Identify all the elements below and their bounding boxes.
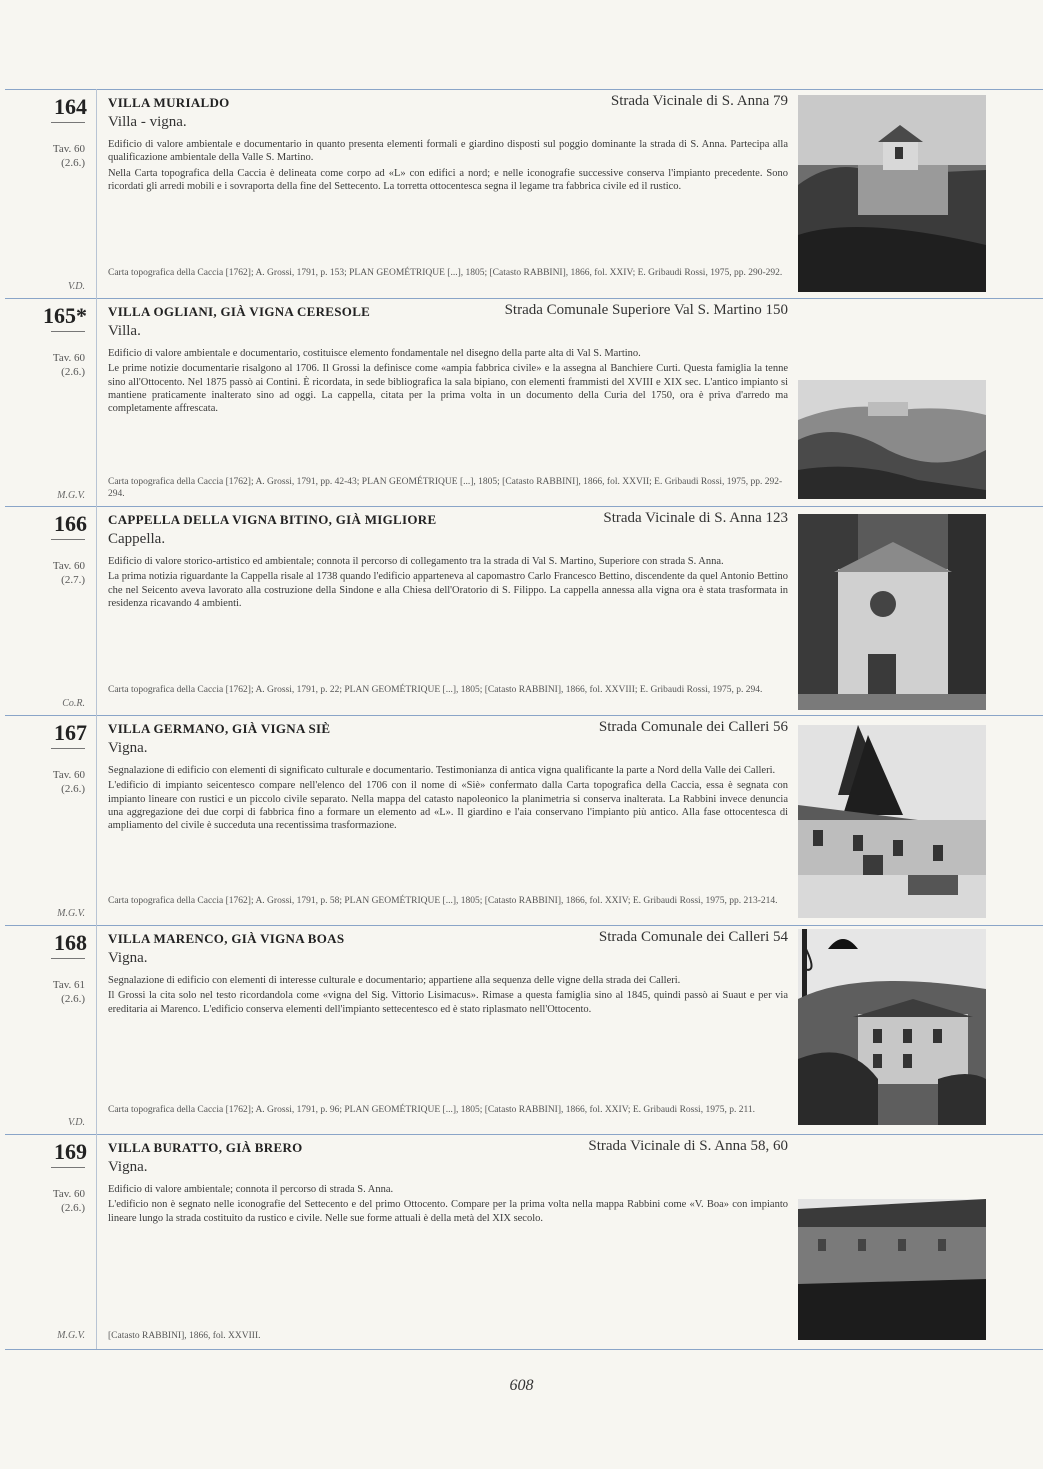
entry-167 <box>0 715 1043 925</box>
author-initials: M.G.V. <box>57 1330 85 1341</box>
entry-left-column <box>0 89 95 298</box>
table-ref: Tav. 60 <box>52 769 85 781</box>
entry-left-column <box>0 1134 95 1349</box>
entry-address: Strada Comunale Superiore Val S. Martino 150 <box>504 302 788 318</box>
bibliography: Carta topografica della Caccia [1762]; A. Grossi, 1791, p. 22; PLAN GEOMÉTRIQUE [...], 1805; [Catasto RABBINI], 1866, fol. XXVIII; E. Gribaudi Rossi, 1975, p. 294. <box>108 685 763 695</box>
chapel-photo <box>798 514 986 710</box>
entry-type: Villa - vigna. <box>108 114 187 130</box>
paragraph: La prima notizia riguardante la Cappella risale al 1738 quando l'edificio apparteneva al capomastro Carlo Francesco Bettino, discendente da quel Antonio Bettino che nel Seicento aveva lavorato alla costruzione della Sindone e alla Chiesa dell'Oratorio di S. Filippo. La cappella annessa alla vigna ora è stata trasformata in residenza ricavando 4 ambienti. <box>108 571 788 609</box>
entry-title: VILLA GERMANO, GIÀ VIGNA SIÈ <box>108 721 331 736</box>
villa-lamp-photo <box>798 929 986 1125</box>
entry-title: VILLA MARENCO, GIÀ VIGNA BOAS <box>108 931 345 946</box>
paragraph: Nella Carta topografica della Caccia è delineata come corpo ad «L» con edifici a nord; e nelle iconografie successive conserva l'impianto precedente. Sono ricordati gli arredi mobili e i sovraporta della fine del Settecento. La torretta ottocentesca segna il legame tra fabbrica civile ed il rustico. <box>108 167 788 192</box>
entry-title: VILLA OGLIANI, GIÀ VIGNA CERESOLE <box>108 304 371 319</box>
entry-title: CAPPELLA DELLA VIGNA BITINO, GIÀ MIGLIORE <box>108 512 437 527</box>
table-ref: Tav. 60 <box>52 1188 85 1200</box>
entry-type: Cappella. <box>108 531 166 547</box>
entry-type: Vigna. <box>108 740 148 756</box>
section-ref: (2.6.) <box>61 1202 85 1214</box>
entry-165 <box>0 298 1043 506</box>
entry-text <box>108 347 788 417</box>
page-number: 608 <box>509 1377 534 1394</box>
entry-title: VILLA BURATTO, GIÀ BRERO <box>108 1140 303 1155</box>
paragraph: Le prime notizie documentarie risalgono al 1706. Il Grossi la definisce come «ampia fabbrica civile» e la assegna al Banchiere Curti. Questa famiglia la tenne sino all'Ottocento. Nel 1875 passò ai Contini. È ricordata, in sede bibliografica la sala bipiano, con elementi frammisti del XVIII e XIX sec. L'antico impianto si mantiene praticamente inalterato sino ad oggi. La cappella, citata per la prima volta in un documento della Curia del 1750, ora è priva d'arredo ma completamente affrescata. <box>108 363 788 415</box>
bibliography: Carta topografica della Caccia [1762]; A. Grossi, 1791, p. 153; PLAN GEOMÉTRIQUE [...], 1805; [Catasto RABBINI], 1866, fol. XXIV; E. Gribaudi Rossi, 1975, pp. 290-292. <box>108 268 783 278</box>
author-initials: M.G.V. <box>57 490 85 501</box>
entry-address: Strada Comunale dei Calleri 56 <box>598 719 788 735</box>
table-ref: Tav. 60 <box>52 143 85 155</box>
section-ref: (2.7.) <box>61 574 85 586</box>
bibliography: Carta topografica della Caccia [1762]; A. Grossi, 1791, pp. 42-43; PLAN GEOMÉTRIQUE [...], 1805; [Catasto RABBINI], 1866, fol. XXVII; E. Gribaudi Rossi, 1975, pp. 292-294. <box>108 477 783 499</box>
paragraph: Edificio di valore ambientale e documentario, costituisce elemento fondamentale nel disegno della parte alta di Val S. Martino. <box>108 348 641 359</box>
table-ref: Tav. 60 <box>52 560 85 572</box>
farmhouse-photo <box>798 725 986 918</box>
entry-left-column <box>0 298 95 506</box>
section-ref: (2.6.) <box>61 366 85 378</box>
entry-169 <box>0 1134 1043 1349</box>
paragraph: L'edificio non è segnato nelle iconografie del Settecento e del primo Ottocento. Compare per la prima volta nella mappa Rabbini come «V. Boa» con impianto lineare lungo la strada costituito da rustico e civile. Nelle sue forme attuali è della metà del XIX secolo. <box>108 1199 788 1224</box>
entry-address: Strada Vicinale di S. Anna 123 <box>603 510 788 526</box>
entry-type: Villa. <box>108 323 141 339</box>
villa-tower-photo <box>798 95 986 292</box>
entry-number: 166 <box>54 511 87 536</box>
rural-building-photo <box>798 1199 986 1340</box>
entry-left-column <box>0 715 95 925</box>
entry-address: Strada Vicinale di S. Anna 58, 60 <box>588 1138 788 1154</box>
bibliography: Carta topografica della Caccia [1762]; A. Grossi, 1791, p. 96; PLAN GEOMÉTRIQUE [...], 1805; [Catasto RABBINI], 1866, fol. XXIV; E. Gribaudi Rossi, 1975, p. 211. <box>108 1105 755 1115</box>
section-ref: (2.6.) <box>61 783 85 795</box>
entry-text <box>108 1183 788 1227</box>
entry-left-column <box>0 925 95 1134</box>
entry-type: Vigna. <box>108 1159 148 1175</box>
paragraph: Segnalazione di edificio con elementi di interesse culturale e documentario; appartiene alla sequenza delle vigne della strada dei Calleri. <box>108 975 681 986</box>
author-initials: V.D. <box>67 1117 85 1128</box>
paragraph: Edificio di valore storico-artistico ed ambientale; connota il percorso di collegamento tra la strada di Val S. Martino, Superiore con strada S. Anna. <box>108 556 724 567</box>
bibliography: Carta topografica della Caccia [1762]; A. Grossi, 1791, p. 58; PLAN GEOMÉTRIQUE [...], 1805; [Catasto RABBINI], 1866, fol. XXIV; E. Gribaudi Rossi, 1975, pp. 213-214. <box>108 896 778 906</box>
entry-number: 167 <box>54 720 87 745</box>
entry-number: 164 <box>54 94 87 119</box>
table-ref: Tav. 61 <box>52 979 85 991</box>
entry-address: Strada Vicinale di S. Anna 79 <box>610 93 788 109</box>
paragraph: Segnalazione di edificio con elementi di significato culturale e documentario. Testimonianza di antica vigna qualificante la parte a Nord della Valle dei Calleri. <box>108 765 776 776</box>
entry-number: 168 <box>54 930 87 955</box>
entry-168 <box>0 925 1043 1134</box>
author-initials: V.D. <box>67 281 85 292</box>
entry-type: Vigna. <box>108 950 148 966</box>
entry-text <box>108 555 788 612</box>
entry-left-column <box>0 506 95 715</box>
entry-text <box>108 764 788 834</box>
entry-title: VILLA MURIALDO <box>108 95 230 110</box>
entry-number: 169 <box>54 1139 87 1164</box>
entry-number: 165* <box>43 303 87 328</box>
paragraph: Il Grossi la cita solo nel testo ricordandola come «vigna del Sig. Vittorio Lisimacus». Rimase a questa famiglia sino al 1845, quindi passò ai Suaut e per via ereditaria ai Marenco. L'edificio conserva elementi dell'impianto settecentesco ed è stato riplasmato nell'Ottocento. <box>108 990 788 1015</box>
entry-text <box>108 974 788 1018</box>
section-ref: (2.6.) <box>61 993 85 1005</box>
entry-166 <box>0 506 1043 715</box>
paragraph: Edificio di valore ambientale e documentario in quanto presenta elementi formali e giardino disposti sul poggio dominante la strada di S. Anna. Partecipa alla qualificazione ambientale della Valle S. Martino. <box>108 139 788 164</box>
bibliography: [Catasto RABBINI], 1866, fol. XXVIII. <box>108 1331 261 1341</box>
author-initials: Co.R. <box>62 698 85 709</box>
entry-address: Strada Comunale dei Calleri 54 <box>598 929 788 945</box>
author-initials: M.G.V. <box>57 908 85 919</box>
table-ref: Tav. 60 <box>52 352 85 364</box>
section-ref: (2.6.) <box>61 157 85 169</box>
entry-text <box>108 138 788 195</box>
paragraph: L'edificio di impianto seicentesco compare nell'elenco del 1706 con il nome di «Siè» confermato dalla Carta topografica della Caccia, essa è segnata con impianto lineare con rustici e un piccolo civile separato. Nella mappa del catasto napoleonico la planimetria si conserva inalterata. La Rabbini invece denuncia una aggregazione dei due corpi di fabbrica fino a formare un elemento ad «L». Il giardino e l'aia conservano l'impianto più antico. Alla fase ottocentesca di ampliamento del civile è succeduta una recentissima trasformazione. <box>108 780 788 832</box>
hillside-photo <box>798 380 986 499</box>
entry-164 <box>0 89 1043 298</box>
paragraph: Edificio di valore ambientale; connota il percorso di strada S. Anna. <box>108 1184 394 1195</box>
